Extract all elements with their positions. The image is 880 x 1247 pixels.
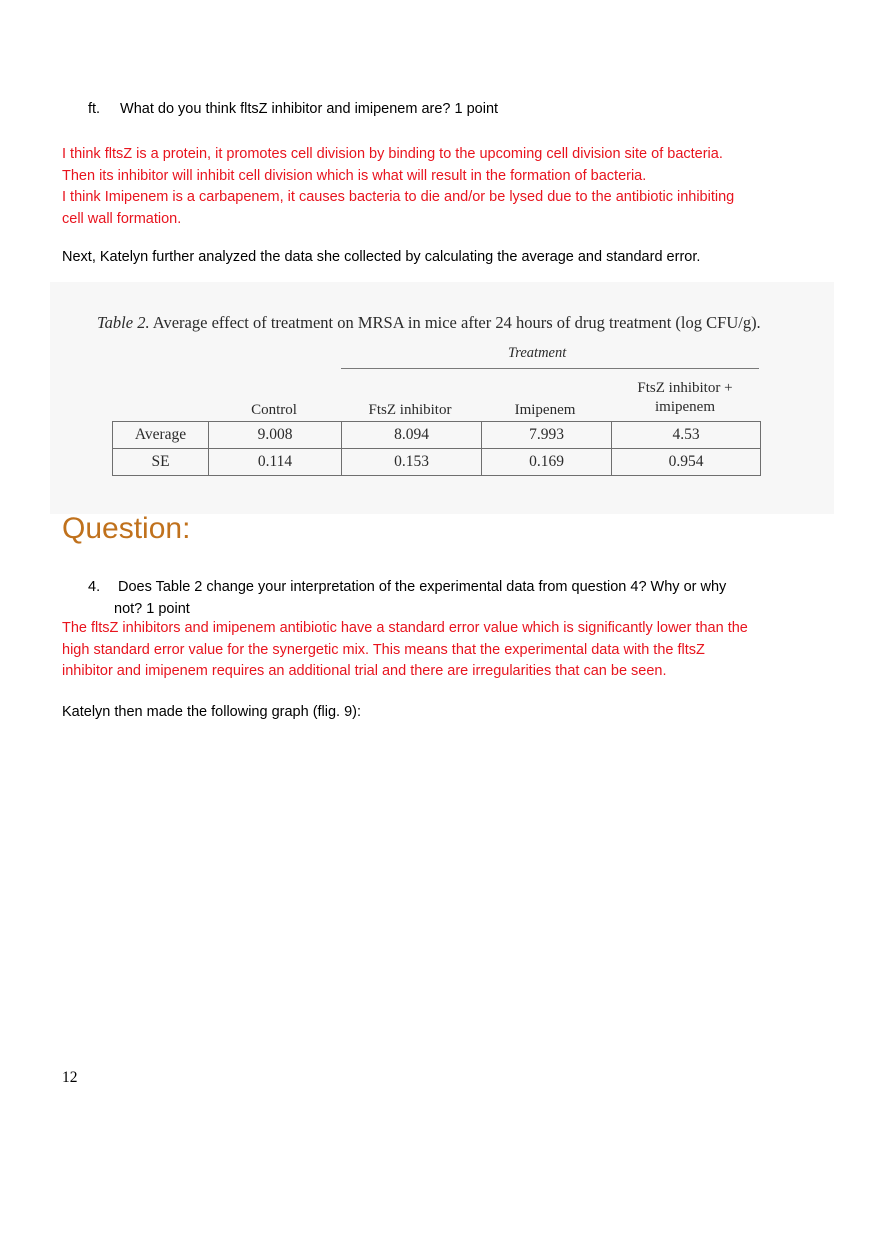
col-header-control: Control (251, 402, 297, 418)
question-4 (88, 577, 808, 620)
col-header-ftsz: FtsZ inhibitor (368, 402, 452, 418)
cell-control: 0.114 (209, 449, 342, 476)
table-caption (97, 313, 761, 333)
cell-imipenem: 0.169 (482, 449, 612, 476)
question-text-line2: not? 1 point (114, 600, 190, 617)
table-caption-label: Table 2. (97, 313, 150, 332)
paragraph-next: Next, Katelyn further analyzed the data she collected by calculating the average and standard error. (62, 249, 701, 265)
col-header-combo-line1: FtsZ inhibitor + (637, 380, 733, 396)
answer-ft (62, 144, 842, 230)
answer-line: I think Imipenem is a carbapenem, it causes bacteria to die and/or be lysed due to the antibiotic inhibiting (62, 189, 735, 205)
data-table (112, 421, 761, 476)
question-number: 4. (88, 579, 101, 595)
treatment-group-header: Treatment (508, 345, 567, 361)
col-header-combo (610, 379, 760, 417)
table-row (113, 422, 761, 449)
table-row (113, 449, 761, 476)
table-2-figure (50, 282, 834, 514)
question-text: What do you think fltsZ inhibitor and imipenem are? 1 point (120, 101, 499, 117)
question-text-line1: Does Table 2 change your interpretation of the experimental data from question 4? Why or why (118, 579, 727, 595)
answer-line: Then its inhibitor will inhibit cell division which is what will result in the formation of bacteria. (62, 167, 647, 184)
cell-combo: 0.954 (612, 449, 761, 476)
paragraph-graph: Katelyn then made the following graph (flig. 9): (62, 704, 362, 720)
cell-imipenem: 7.993 (482, 422, 612, 449)
question-number: ft. (88, 101, 101, 117)
cell-combo: 4.53 (612, 422, 761, 449)
question-ft (88, 101, 498, 117)
cell-control: 9.008 (209, 422, 342, 449)
answer-4 (62, 618, 842, 683)
answer-line: inhibitor and imipenem requires an additional trial and there are irregularities that can be seen. (62, 663, 667, 679)
row-label: Average (113, 422, 209, 449)
answer-line: I think fltsZ is a protein, it promotes cell division by binding to the upcoming cell division site of bacteria. (62, 146, 723, 162)
table-caption-text: Average effect of treatment on MRSA in mice after 24 hours of drug treatment (log CFU/g). (152, 313, 761, 332)
answer-line: cell wall formation. (62, 210, 182, 227)
answer-line: The fltsZ inhibitors and imipenem antibiotic have a standard error value which is significantly lower than the (62, 620, 748, 636)
cell-ftsz: 8.094 (342, 422, 482, 449)
cell-ftsz: 0.153 (342, 449, 482, 476)
answer-line: high standard error value for the synergetic mix. This means that the experimental data with the fltsZ (62, 641, 705, 658)
treatment-rule (341, 368, 759, 369)
col-header-imipenem: Imipenem (514, 402, 576, 418)
section-heading: Question: (62, 512, 191, 545)
row-label: SE (113, 449, 209, 476)
col-header-combo-line2: imipenem (655, 399, 715, 415)
page-number: 12 (62, 1069, 78, 1086)
